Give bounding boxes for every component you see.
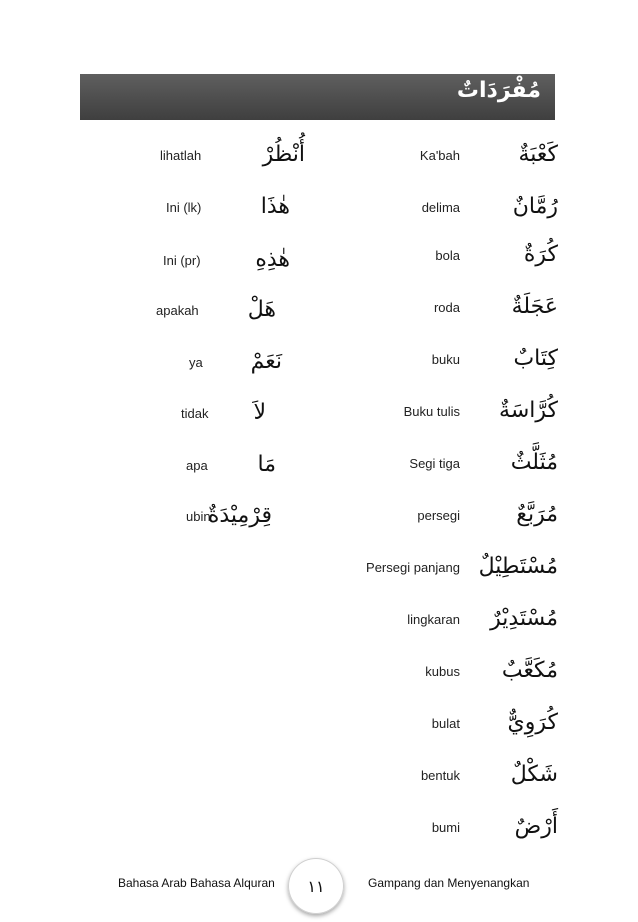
- vocab-arabic: أُنْظُرْ: [262, 142, 305, 167]
- vocab-meaning: lingkaran: [407, 612, 460, 627]
- vocab-arabic: كُرَّاسَةٌ: [499, 398, 558, 423]
- vocab-meaning: Ka'bah: [419, 148, 460, 163]
- vocab-meaning: delima: [421, 200, 460, 215]
- vocab-row: [0, 192, 320, 232]
- footer-tagline: Gampang dan Menyenangkan: [368, 876, 530, 890]
- vocab-arabic: مُكَعَّبٌ: [501, 658, 558, 683]
- vocab-meaning: apakah: [156, 303, 199, 318]
- page-number: ١١: [307, 876, 325, 896]
- vocab-meaning: bola: [435, 248, 460, 263]
- vocab-arabic: رُمَّانٌ: [512, 194, 558, 219]
- vocab-row: [320, 344, 638, 384]
- vocab-meaning: bentuk: [420, 768, 460, 783]
- vocab-row: [0, 347, 320, 387]
- vocab-meaning: bumi: [431, 820, 460, 835]
- vocab-arabic: قِرْمِيْدَةٌ: [207, 503, 272, 528]
- vocab-meaning: bulat: [431, 716, 460, 731]
- vocab-meaning: ubin: [186, 509, 211, 524]
- footer-book-title: Bahasa Arab Bahasa Alquran: [118, 876, 275, 890]
- vocab-arabic: كُرَوِيٌّ: [507, 710, 558, 735]
- vocab-arabic: عَجَلَةٌ: [511, 294, 558, 319]
- vocab-arabic: مَا: [257, 452, 276, 477]
- vocab-meaning: persegi: [417, 508, 460, 523]
- vocab-meaning: Segi tiga: [409, 456, 460, 471]
- vocab-row: [0, 501, 320, 541]
- vocab-meaning: tidak: [181, 406, 209, 421]
- vocab-row: [0, 295, 320, 335]
- vocab-row: [320, 292, 638, 332]
- vocab-arabic: كُرَةٌ: [523, 242, 558, 267]
- vocab-row: [320, 140, 638, 180]
- vocab-arabic: لاَ: [253, 400, 266, 425]
- vocab-arabic: شَكْلٌ: [510, 762, 558, 787]
- vocab-arabic: مُثَلَّثٌ: [510, 450, 558, 475]
- vocab-row: [320, 240, 638, 280]
- vocab-row: [320, 656, 638, 696]
- vocab-arabic: أَرْضٌ: [514, 814, 558, 839]
- vocab-row: [0, 450, 320, 490]
- vocab-row: [320, 192, 638, 232]
- vocab-row: [320, 552, 638, 592]
- section-title: مُفْرَدَاتٌ: [456, 78, 541, 103]
- vocab-arabic: هٰذَا: [260, 194, 290, 219]
- vocab-meaning: kubus: [425, 664, 460, 679]
- vocab-meaning: apa: [186, 458, 208, 473]
- vocab-meaning: lihatlah: [160, 148, 202, 163]
- vocab-row: [320, 760, 638, 800]
- vocab-row: [320, 500, 638, 540]
- vocab-arabic: مُسْتَدِيْرٌ: [490, 606, 558, 631]
- vocab-meaning: Persegi panjang: [366, 560, 460, 575]
- vocab-meaning: ya: [189, 355, 203, 370]
- vocab-arabic: كِتَابٌ: [513, 346, 558, 371]
- vocab-arabic: نَعَمْ: [250, 349, 282, 374]
- vocab-row: [0, 398, 320, 438]
- vocab-meaning: Ini (pr): [163, 253, 201, 268]
- page-number-badge: [288, 858, 344, 914]
- vocab-row: [320, 396, 638, 436]
- vocab-meaning: Ini (lk): [166, 200, 202, 215]
- vocab-row: [0, 140, 320, 180]
- vocab-arabic: هَلْ: [247, 297, 276, 322]
- vocab-arabic: مُرَبَّعٌ: [516, 502, 558, 527]
- vocab-meaning: buku: [431, 352, 460, 367]
- vocab-row: [320, 604, 638, 644]
- section-header-bar: [80, 74, 555, 120]
- vocab-row: [320, 708, 638, 748]
- vocab-meaning: Buku tulis: [403, 404, 460, 419]
- vocab-arabic: هٰذِهِ: [255, 247, 290, 272]
- vocab-meaning: roda: [433, 300, 460, 315]
- vocab-row: [0, 245, 320, 285]
- vocab-arabic: كَعْبَةٌ: [518, 142, 558, 167]
- vocab-row: [320, 448, 638, 488]
- vocab-row: [320, 812, 638, 852]
- vocab-arabic: مُسْتَطِيْلٌ: [478, 554, 558, 579]
